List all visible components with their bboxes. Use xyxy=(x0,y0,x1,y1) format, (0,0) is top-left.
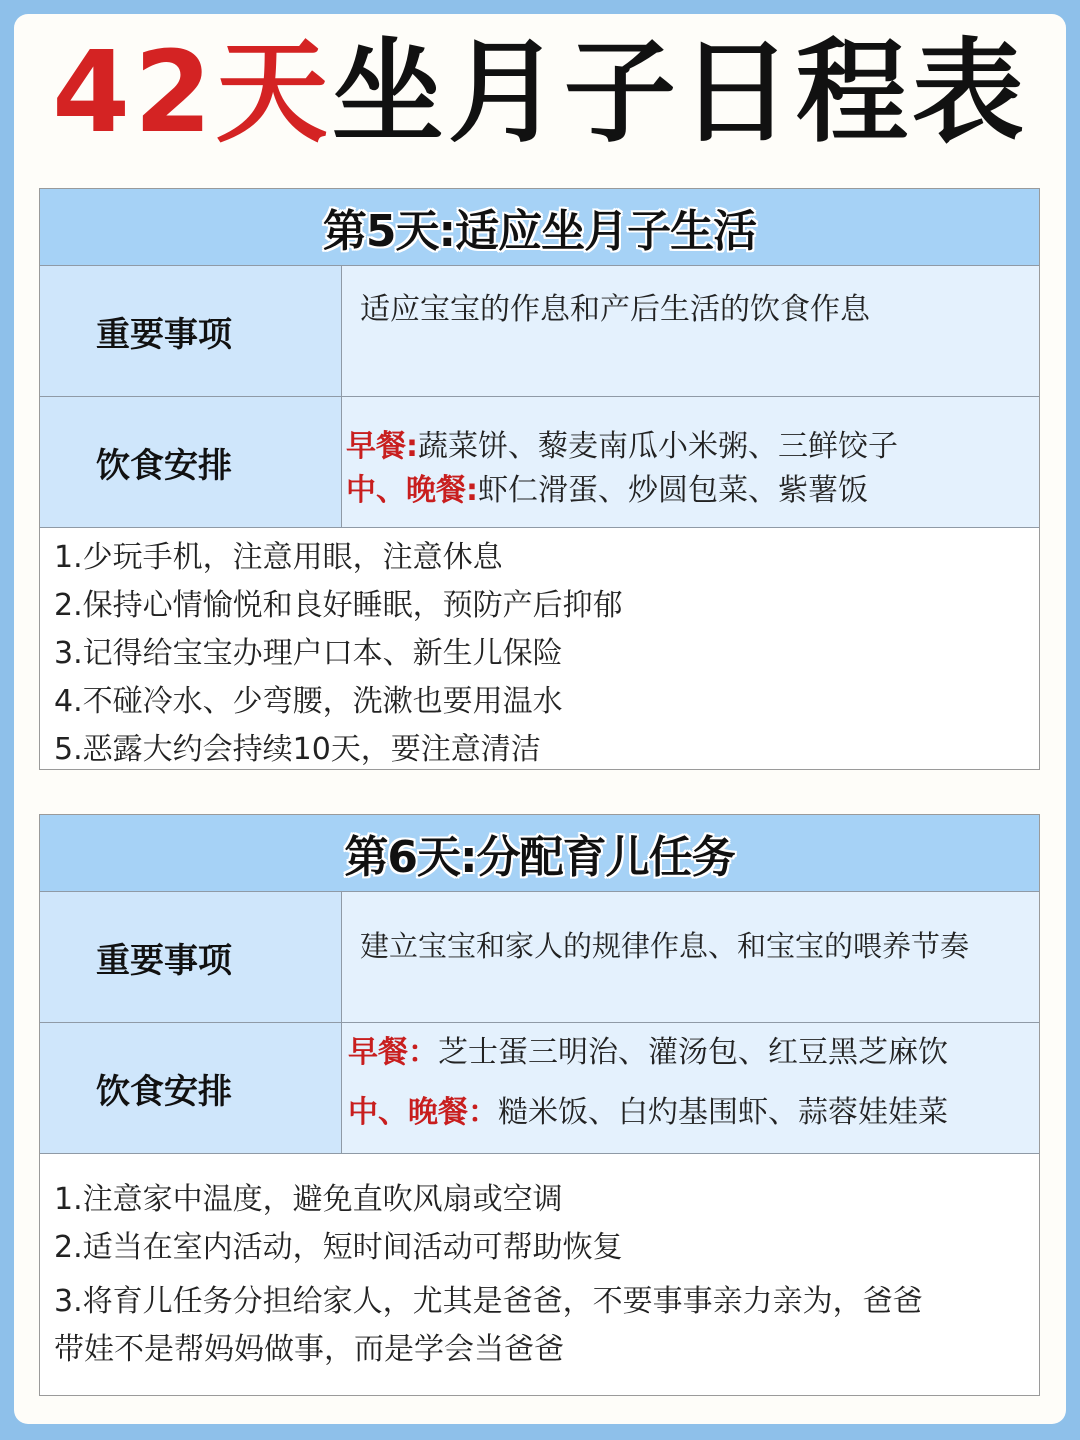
note-item: 带娃不是帮妈妈做事，而是学会当爸爸 xyxy=(54,1332,564,1367)
title-highlight: 42天 xyxy=(52,28,332,158)
page-title xyxy=(0,28,1080,158)
day5-notes xyxy=(40,528,1039,774)
title-rest: 坐月子日程表 xyxy=(331,28,1028,158)
diet-text xyxy=(342,397,1039,527)
day5-heading: 第5天:适应坐月子生活 xyxy=(40,189,1039,266)
note-item: 1.注意家中温度，避免直吹风扇或空调 xyxy=(54,1182,563,1217)
important-text: 建立宝宝和家人的规律作息、和宝宝的喂养节奏 xyxy=(342,892,1039,1022)
important-label: 重要事项 xyxy=(40,892,342,1022)
note-item: 3.将育儿任务分担给家人，尤其是爸爸，不要事事亲力亲为，爸爸 xyxy=(54,1284,923,1319)
breakfast-line xyxy=(348,1023,1039,1083)
diet-label: 饮食安排 xyxy=(40,397,342,527)
lunch-line xyxy=(346,469,1039,513)
day5-section xyxy=(39,188,1040,770)
important-label: 重要事项 xyxy=(40,266,342,396)
note-item: 2.保持心情愉悦和良好睡眠，预防产后抑郁 xyxy=(54,588,623,623)
breakfast-menu: 蔬菜饼、藜麦南瓜小米粥、三鲜饺子 xyxy=(418,429,898,464)
day6-notes xyxy=(40,1154,1039,1374)
lunch-menu: 糙米饭、白灼基围虾、蒜蓉娃娃菜 xyxy=(498,1095,948,1130)
breakfast-label: 早餐： xyxy=(348,1035,438,1070)
lunch-label: 中、晚餐: xyxy=(346,473,478,508)
day6-heading: 第6天:分配育儿任务 xyxy=(40,815,1039,892)
breakfast-line xyxy=(346,425,1039,469)
day5-important-row xyxy=(40,266,1039,397)
note-item: 1.少玩手机，注意用眼，注意休息 xyxy=(54,540,503,575)
breakfast-menu: 芝士蛋三明治、灌汤包、红豆黑芝麻饮 xyxy=(438,1035,948,1070)
breakfast-label: 早餐: xyxy=(346,429,418,464)
day6-important-row xyxy=(40,892,1039,1023)
diet-label: 饮食安排 xyxy=(40,1023,342,1153)
lunch-label: 中、晚餐： xyxy=(348,1095,498,1130)
important-text: 适应宝宝的作息和产后生活的饮食作息 xyxy=(342,266,1039,396)
lunch-line xyxy=(348,1083,1039,1143)
note-item: 2.适当在室内活动，短时间活动可帮助恢复 xyxy=(54,1230,623,1265)
note-item: 3.记得给宝宝办理户口本、新生儿保险 xyxy=(54,636,563,671)
note-item: 5.恶露大约会持续10天，要注意清洁 xyxy=(54,732,541,767)
lunch-menu: 虾仁滑蛋、炒圆包菜、紫薯饭 xyxy=(478,473,868,508)
note-item: 4.不碰冷水、少弯腰，洗漱也要用温水 xyxy=(54,684,563,719)
diet-text xyxy=(342,1023,1039,1153)
day6-diet-row xyxy=(40,1023,1039,1154)
day6-section xyxy=(39,814,1040,1396)
day5-diet-row xyxy=(40,397,1039,528)
